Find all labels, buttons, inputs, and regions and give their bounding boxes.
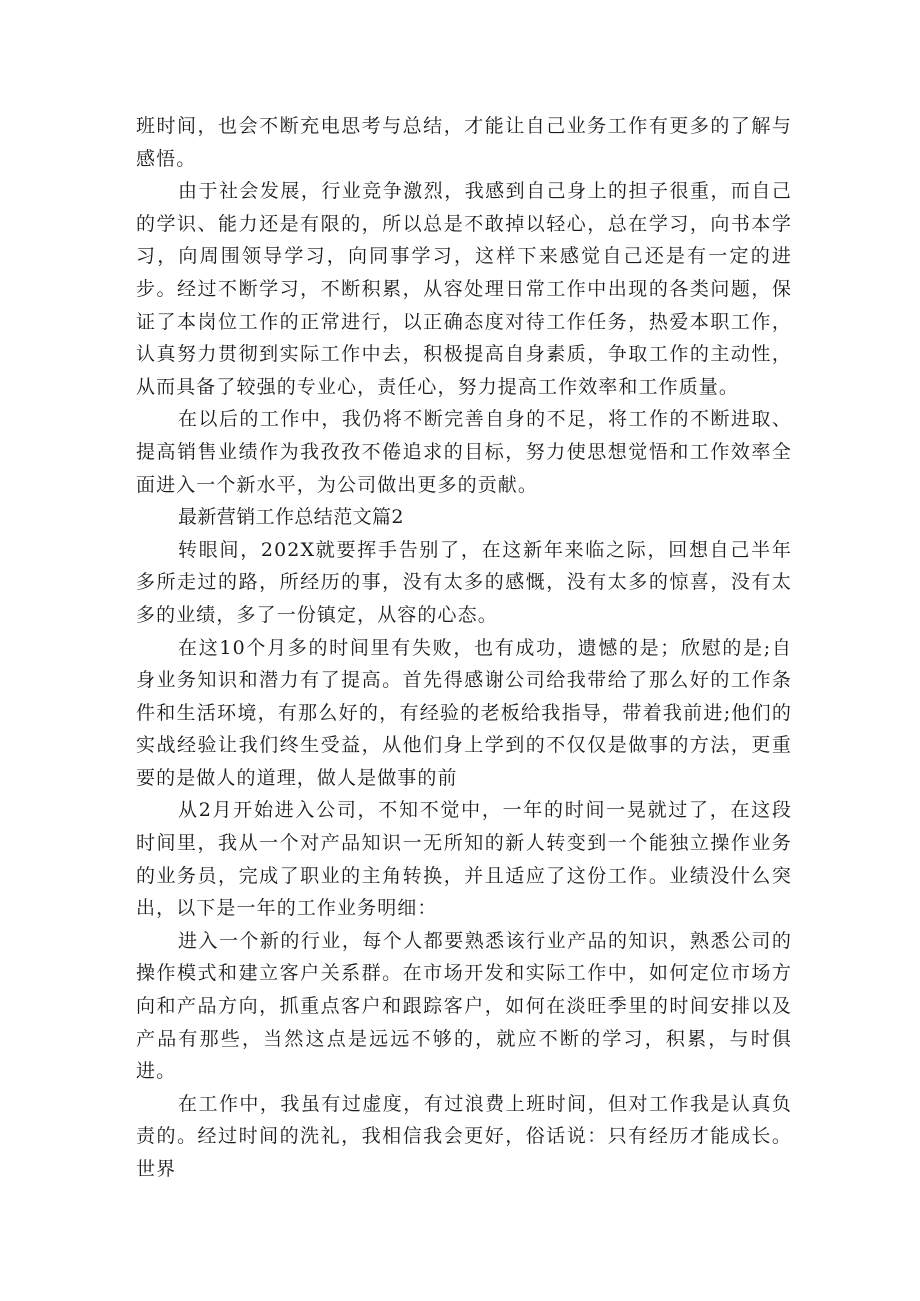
paragraph-at-work: 在工作中，我虽有过虚度，有过浪费上班时间，但对工作我是认真负责的。经过时间的洗礼，我相信我会更好，俗话说：只有经历才能成长。世界 <box>136 1092 792 1180</box>
paragraph-future-work: 在以后的工作中，我仍将不断完善自身的不足，将工作的不断进取、提高销售业绩作为我孜孜不倦追求的目标，努力使思想觉悟和工作效率全面进入一个新水平，为公司做出更多的贡献。 <box>136 408 792 496</box>
paragraph-year-end: 转眼间，202X就要挥手告别了，在这新年来临之际，回想自己半年多所走过的路，所经历的事，没有太多的感慨，没有太多的惊喜，没有太多的业绩，多了一份镇定，从容的心态。 <box>136 538 792 626</box>
paragraph-new-industry: 进入一个新的行业，每个人都要熟悉该行业产品的知识，熟悉公司的操作模式和建立客户关系群。在市场开发和实际工作中，如何定位市场方向和产品方向，抓重点客户和跟踪客户，如何在淡旺季里的时间安排以及产品有那些，当然这点是远远不够的，就应不断的学习，积累，与时俱进。 <box>136 929 792 1083</box>
paragraph-social-development: 由于社会发展，行业竞争激烈，我感到自己身上的担子很重，而自己的学识、能力还是有限的，所以总是不敢掉以轻心，总在学习，向书本学习，向周围领导学习，向同事学习，这样下来感觉自己还是有一定的进步。经过不断学习，不断积累，从容处理日常工作中出现的各类问题，保证了本岗位工作的正常进行，以正确态度对待工作任务，热爱本职工作，认真努力贯彻到实际工作中去，积极提高自身素质，争取工作的主动性，从而具备了较强的专业心，责任心，努力提高工作效率和工作质量。 <box>136 180 792 398</box>
section-heading: 最新营销工作总结范文篇2 <box>178 506 404 529</box>
paragraph-continuation: 班时间，也会不断充电思考与总结，才能让自己业务工作有更多的了解与感悟。 <box>136 115 792 170</box>
paragraph-ten-months: 在这10个月多的时间里有失败，也有成功，遗憾的是；欣慰的是;自身业务知识和潜力有了提高。首先得感谢公司给我带给了那么好的工作条件和生活环境，有那么好的，有经验的老板给我指导，带着我前进;他们的实战经验让我们终生受益，从他们身上学到的不仅仅是做事的方法，更重要的是做人的道理，做人是做事的前 <box>136 636 792 789</box>
paragraph-joined-company: 从2月开始进入公司，不知不觉中，一年的时间一晃就过了，在这段时间里，我从一个对产品知识一无所知的新人转变到一个能独立操作业务的业务员，完成了职业的主角转换，并且适应了这份工作。业绩没什么突出，以下是一年的工作业务明细： <box>136 799 792 920</box>
